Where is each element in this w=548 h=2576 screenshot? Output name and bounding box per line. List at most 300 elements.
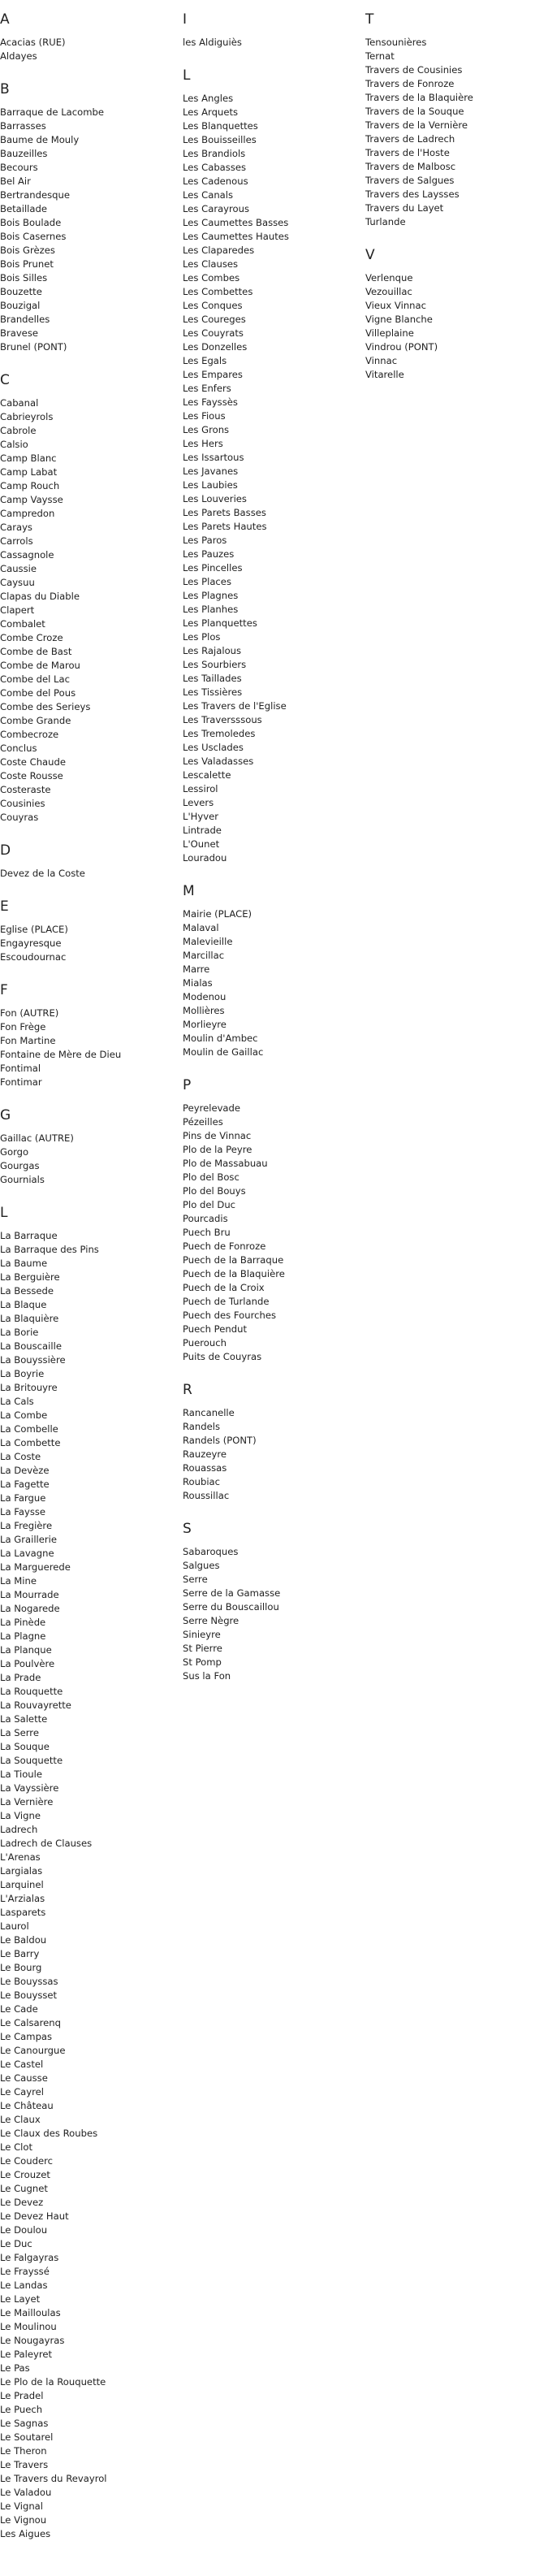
place-item[interactable]: Puech Pendut [183,1323,247,1335]
place-item[interactable]: St Pierre [183,1643,222,1654]
place-item[interactable]: Clapas du Diable [0,591,80,602]
place-item[interactable]: Fontimar [0,1076,42,1088]
place-item[interactable]: Betaillade [0,203,47,214]
place-item[interactable]: Levers [183,797,214,808]
place-item[interactable]: Lasparets [0,1907,46,1918]
place-item[interactable]: Combe des Serieys [0,701,91,712]
place-item[interactable]: Marcillac [183,950,225,961]
place-item[interactable]: Clapert [0,604,35,616]
place-item[interactable]: Camp Rouch [0,480,60,491]
place-item[interactable]: La Planque [0,1644,52,1656]
place-item[interactable]: Bel Air [0,175,31,187]
place-item[interactable]: Le Causse [0,2072,48,2084]
place-item[interactable]: Brunel (PONT) [0,341,67,353]
place-item[interactable]: Sus la Fon [183,1670,231,1682]
place-item[interactable]: Bravese [0,327,38,339]
place-item[interactable]: Les Planquettes [183,617,257,629]
letter-section-l [183,67,357,865]
place-item[interactable]: Malaval [183,922,219,933]
place-item[interactable]: Les Fious [183,410,226,422]
place-item[interactable]: Fon Martine [0,1035,56,1046]
place-item[interactable]: Le Baldou [0,1934,47,1946]
place-item[interactable]: La Nogarede [0,1603,60,1614]
place-item[interactable]: Conclus [0,742,37,754]
place-item[interactable]: Les Louveries [183,493,247,504]
place-item[interactable]: Calsio [0,439,28,450]
place-item[interactable]: Le Cugnet [0,2183,48,2194]
place-item[interactable]: Les Traversssous [183,714,262,725]
place-item[interactable]: La Combelle [0,1423,58,1435]
place-item[interactable]: Barraque de Lacombe [0,106,105,118]
place-item[interactable]: Les Donzelles [183,341,248,353]
place-item[interactable]: La Graillerie [0,1534,58,1545]
place-item[interactable]: Le Calsarenq [0,2017,61,2028]
letter-section-b [0,81,175,354]
place-item[interactable]: Costeraste [0,784,51,795]
place-item[interactable]: Les Couyrats [183,327,244,339]
place-item[interactable]: Fontaine de Mère de Dieu [0,1049,122,1060]
place-item[interactable]: Vinnac [365,355,398,366]
place-item[interactable]: Cabanal [0,397,39,409]
place-item[interactable]: La Rouquette [0,1686,63,1697]
place-item[interactable]: Les Tissières [183,686,243,698]
place-item[interactable]: Vezouillac [365,286,412,297]
place-item[interactable]: Camp Labat [0,466,58,478]
place-item[interactable]: Gaillac (AUTRE) [0,1132,74,1144]
place-item[interactable]: La Pinède [0,1617,46,1628]
place-item[interactable]: Le Claux des Roubes [0,2128,98,2139]
place-item[interactable]: Bois Grèzes [0,245,55,256]
place-item[interactable]: Vindrou (PONT) [365,341,438,353]
place-item[interactable]: Travers de la Vernière [365,119,468,131]
place-item[interactable]: Le Travers du Revayrol [0,2473,107,2484]
letter-section-e [0,898,175,964]
place-item[interactable]: Malevieille [183,936,233,947]
place-item[interactable]: Coste Chaude [0,756,66,768]
place-item[interactable]: Le Campas [0,2031,53,2042]
place-item[interactable]: La Vigne [0,1810,41,1821]
place-item[interactable]: Sinieyre [183,1629,221,1640]
place-item[interactable]: Puech Bru [183,1227,231,1238]
place-item[interactable]: Salgues [183,1560,220,1571]
place-item[interactable]: L'Ounet [183,838,220,850]
place-item[interactable]: Les Caumettes Hautes [183,231,289,242]
place-item[interactable]: Combalet [0,618,45,630]
place-item[interactable]: Carrols [0,535,33,547]
place-item[interactable]: La Vernière [0,1796,54,1808]
place-item[interactable]: La Fagette [0,1478,50,1490]
place-item[interactable]: Verlenque [365,272,413,284]
place-item[interactable]: Les Empares [183,369,243,380]
place-item[interactable]: Vitarelle [365,369,404,380]
place-item[interactable]: Puech des Fourches [183,1310,276,1321]
place-item[interactable]: Plo de la Peyre [183,1144,252,1155]
place-item[interactable]: Le Valadou [0,2487,52,2498]
place-item[interactable]: Mialas [183,977,213,989]
place-item[interactable]: Combe Croze [0,632,63,643]
place-item[interactable]: Les Enfers [183,383,231,394]
place-item[interactable]: Le Plo de la Rouquette [0,2376,106,2388]
place-item[interactable]: La Devèze [0,1465,50,1476]
place-item[interactable]: Les Cabasses [183,162,247,173]
place-item[interactable]: La Tioule [0,1769,42,1780]
place-item[interactable]: Les Angles [183,93,234,104]
place-item[interactable]: La Lavagne [0,1548,54,1559]
place-item[interactable]: Serre Nègre [183,1615,239,1626]
place-item[interactable]: Engayresque [0,937,62,949]
place-item[interactable]: Barrasses [0,120,46,132]
place-item[interactable]: La Blaquière [0,1313,59,1324]
place-item[interactable]: Combe de Bast [0,646,72,657]
place-item[interactable]: Lessirol [183,783,218,794]
place-item[interactable]: Les Clauses [183,258,239,270]
place-item[interactable]: les Aldiguiès [183,37,242,48]
place-item[interactable]: Les Sourbiers [183,659,247,670]
place-item[interactable]: Le Crouzet [0,2169,50,2180]
place-item[interactable]: Largialas [0,1865,43,1877]
place-item[interactable]: Les Taillades [183,673,242,684]
place-item[interactable]: Combe del Pous [0,687,76,699]
place-item[interactable]: Le Couderc [0,2155,53,2167]
place-item[interactable]: Les Coureges [183,314,246,325]
place-item[interactable]: Travers de Cousinies [365,64,463,76]
place-item[interactable]: Bois Boulade [0,217,62,228]
place-item[interactable]: Les Combettes [183,286,253,297]
place-item[interactable]: Mairie (PLACE) [183,908,252,920]
place-item[interactable]: Les Javanes [183,465,239,477]
place-item[interactable]: La Baume [0,1258,48,1269]
place-item[interactable]: Le Castel [0,2059,44,2070]
place-item[interactable]: Vieux Vinnac [365,300,426,311]
place-item[interactable]: Caysuu [0,577,35,588]
place-item[interactable]: Le Vignal [0,2500,44,2512]
letter-section-c [0,372,175,825]
place-item[interactable]: Les Cadenous [183,175,248,187]
place-item[interactable]: Becours [0,162,38,173]
place-item[interactable]: Sabaroques [183,1546,239,1557]
place-item[interactable]: L'Arenas [0,1851,41,1863]
place-item[interactable]: Les Laubies [183,479,238,491]
place-item[interactable]: Serre [183,1574,208,1585]
place-item[interactable]: Le Paleyret [0,2349,53,2360]
place-item[interactable]: Puech de Turlande [183,1296,270,1307]
place-item[interactable]: Coste Rousse [0,770,63,781]
place-item[interactable]: Travers de l'Hoste [365,147,450,158]
place-item[interactable]: Bois Casernes [0,231,67,242]
place-item[interactable]: Turlande [365,216,406,227]
place-item[interactable]: Les Conques [183,300,243,311]
place-item[interactable]: Combe de Marou [0,660,80,671]
place-item[interactable]: La Boyrie [0,1368,45,1379]
place-item[interactable]: Les Parets Hautes [183,521,267,532]
place-item[interactable]: Les Planhes [183,604,239,615]
letter-heading: V [365,247,375,263]
place-item[interactable]: Couyras [0,812,39,823]
place-item[interactable]: Le Devez [0,2197,44,2208]
place-item[interactable]: Puits de Couyras [183,1351,262,1362]
place-item[interactable]: Rauzeyre [183,1448,227,1460]
place-item[interactable]: Louradou [183,852,227,864]
place-item[interactable]: Les Pauzes [183,548,235,560]
place-list [183,92,357,865]
place-item[interactable]: Le Doulou [0,2224,48,2236]
place-item[interactable]: Moulin de Gaillac [183,1046,264,1058]
place-item[interactable]: Ternat [365,50,395,62]
place-item[interactable]: Fon Frège [0,1021,46,1033]
place-item[interactable]: Bois Silles [0,272,48,284]
place-item[interactable]: Gournials [0,1174,45,1185]
place-item[interactable]: Le Pas [0,2362,30,2374]
place-item[interactable]: Gorgo [0,1146,29,1158]
place-item[interactable]: La Coste [0,1451,41,1462]
place-item[interactable]: Le Cayrel [0,2086,45,2098]
place-item[interactable]: Baume de Mouly [0,134,80,145]
place-item[interactable]: Serre de la Gamasse [183,1587,281,1599]
place-item[interactable]: La Fregière [0,1520,53,1531]
place-item[interactable]: Les Claparedes [183,245,255,256]
place-item[interactable]: La Rouvayrette [0,1699,71,1711]
place-item[interactable]: Puech de Fonroze [183,1240,266,1252]
place-item[interactable]: Cabrieyrols [0,411,54,422]
place-item[interactable]: Le Falgayras [0,2252,59,2263]
place-item[interactable]: Bois Prunet [0,258,54,270]
place-item[interactable]: La Borie [0,1327,39,1338]
place-item[interactable]: Le Frayssé [0,2266,50,2277]
place-item[interactable]: Les Combes [183,272,240,284]
place-item[interactable]: Les Rajalous [183,645,242,656]
place-item[interactable]: Les Travers de l'Eglise [183,700,287,712]
place-item[interactable]: Pins de Vinnac [183,1130,252,1141]
place-item[interactable]: Les Issartous [183,452,244,463]
place-item[interactable]: Puerouch [183,1337,227,1349]
place-item[interactable]: Le Layet [0,2293,41,2305]
letter-heading: D [0,842,11,859]
place-item[interactable]: Cassagnole [0,549,54,561]
place-item[interactable]: Travers de Fonroze [365,78,455,89]
place-item[interactable]: Les Carayrous [183,203,250,214]
place-item[interactable]: Laurol [0,1920,29,1932]
place-item[interactable]: La Plagne [0,1630,46,1642]
place-item[interactable]: La Marguerede [0,1561,71,1573]
place-item[interactable]: Camp Blanc [0,452,57,464]
place-item[interactable]: Cabrole [0,425,37,436]
place-item[interactable]: Le Nougayras [0,2335,65,2346]
place-item[interactable]: La Faysse [0,1506,46,1517]
place-item[interactable]: La Berguière [0,1271,60,1283]
place-item[interactable]: Serre du Bouscaillou [183,1601,279,1613]
place-item[interactable]: Pourcadis [183,1213,228,1224]
place-item[interactable]: Lescalette [183,769,231,781]
place-item[interactable]: Travers de Salgues [365,175,455,186]
place-item[interactable]: Fon (AUTRE) [0,1007,59,1019]
place-item[interactable]: Travers du Layet [365,202,444,214]
place-item[interactable]: La Britouyre [0,1382,58,1393]
place-item[interactable]: Les Blanquettes [183,120,258,132]
place-list [0,396,175,825]
place-item[interactable]: Le Travers [0,2459,49,2470]
place-item[interactable]: Pézeilles [183,1116,223,1128]
place-item[interactable]: Les Aigues [0,2528,51,2539]
place-item[interactable]: Les Egals [183,355,227,366]
place-item[interactable]: Vigne Blanche [365,314,433,325]
place-item[interactable]: Puech de la Blaquière [183,1268,285,1279]
place-item[interactable]: Travers des Laysses [365,188,460,200]
place-item[interactable]: Morlieyre [183,1019,227,1030]
place-item[interactable]: Le Canourgue [0,2045,66,2056]
place-item[interactable]: Les Pincelles [183,562,243,574]
place-item[interactable]: Les Plos [183,631,221,643]
place-item[interactable]: Brandelles [0,314,50,325]
place-item[interactable]: Le Soutarel [0,2431,54,2443]
letter-section-i [183,11,357,50]
place-item[interactable]: Combe del Lac [0,673,70,685]
place-item[interactable]: Le Claux [0,2114,41,2125]
place-item[interactable]: Ladrech [0,1824,38,1835]
place-item[interactable]: Cousinies [0,798,45,809]
place-item[interactable]: Le Landas [0,2279,48,2291]
place-item[interactable]: Le Mailloulas [0,2307,61,2318]
place-list [0,106,175,354]
place-item[interactable]: Les Parets Basses [183,507,266,518]
place-item[interactable]: Combecroze [0,729,59,740]
place-list [0,1132,175,1187]
place-item[interactable]: Combe Grande [0,715,71,726]
place-item[interactable]: Les Usclades [183,742,244,753]
place-item[interactable]: La Mourrade [0,1589,59,1600]
place-item[interactable]: Puech de la Croix [183,1282,265,1293]
place-item[interactable]: Travers de Ladrech [365,133,455,145]
place-item[interactable]: Plo del Bosc [183,1171,239,1183]
place-item[interactable]: Rancanelle [183,1407,235,1418]
place-item[interactable]: Le Barry [0,1948,40,1959]
place-item[interactable]: Les Hers [183,438,223,449]
place-item[interactable]: Les Arquets [183,106,239,118]
place-item[interactable]: La Fargue [0,1492,46,1504]
place-item[interactable]: Devez de la Coste [0,868,85,879]
place-item[interactable]: L'Arzialas [0,1893,45,1904]
place-item[interactable]: Travers de Malbosc [365,161,456,172]
place-item[interactable]: Le Château [0,2100,54,2111]
place-item[interactable]: Moulin d'Ambec [183,1033,258,1044]
place-item[interactable]: Caussie [0,563,37,574]
place-item[interactable]: Travers de la Blaquière [365,92,473,103]
place-item[interactable]: Marre [183,963,210,975]
place-item[interactable]: La Barraque [0,1230,58,1241]
place-item[interactable]: Le Bouyssas [0,1976,58,1987]
letter-section-g [0,1107,175,1187]
place-item[interactable]: Les Canals [183,189,234,201]
place-item[interactable]: La Combette [0,1437,61,1448]
place-item[interactable]: Le Puech [0,2404,43,2415]
place-item[interactable]: Plo del Bouys [183,1185,246,1197]
place-item[interactable]: Acacias (RUE) [0,37,66,48]
place-item[interactable]: Lintrade [183,825,222,836]
place-item[interactable]: La Barraque des Pins [0,1244,99,1255]
place-item[interactable]: Peyrelevade [183,1102,241,1114]
place-item[interactable]: Plo de Massabuau [183,1158,268,1169]
place-item[interactable]: Bauzeilles [0,148,48,159]
place-item[interactable]: La Combe [0,1409,48,1421]
place-item[interactable]: La Mine [0,1575,37,1587]
place-item[interactable]: Aldayes [0,50,37,62]
place-item[interactable]: Le Duc [0,2238,32,2249]
place-item[interactable]: Le Vignou [0,2514,47,2526]
place-item[interactable]: Carays [0,522,32,533]
place-item[interactable]: Le Bourg [0,1962,42,1973]
place-item[interactable]: Plo del Duc [183,1199,236,1210]
place-item[interactable]: Larquinel [0,1879,44,1890]
place-item[interactable]: La Souquette [0,1755,63,1766]
place-item[interactable]: Les Places [183,576,231,587]
place-item[interactable]: La Bessede [0,1285,54,1297]
place-item[interactable]: Puech de la Barraque [183,1254,284,1266]
place-item[interactable]: Bertrandesque [0,189,70,201]
place-item[interactable]: Roussillac [183,1490,230,1501]
place-item[interactable]: Roubiac [183,1476,221,1487]
place-item[interactable]: Rouassas [183,1462,227,1474]
place-item[interactable]: La Salette [0,1713,48,1725]
place-item[interactable]: Le Cade [0,2003,38,2015]
place-item[interactable]: Les Brandiols [183,148,246,159]
place-item[interactable]: Tensounières [365,37,427,48]
place-item[interactable]: Le Bouysset [0,1989,58,2001]
place-item[interactable]: Les Plagnes [183,590,239,601]
place-item[interactable]: L'Hyver [183,811,218,822]
place-item[interactable]: Les Bouisseilles [183,134,257,145]
place-item[interactable]: Bouzigal [0,300,41,311]
place-item[interactable]: Eglise (PLACE) [0,924,68,935]
place-item[interactable]: Les Fayssès [183,396,238,408]
place-item[interactable]: Le Theron [0,2445,47,2457]
place-item[interactable]: Villeplaine [365,327,414,339]
place-item[interactable]: Camp Vaysse [0,494,63,505]
letter-section-s [183,1521,357,1683]
place-item[interactable]: Randels (PONT) [183,1435,257,1446]
place-item[interactable]: Gourgas [0,1160,40,1171]
place-item[interactable]: La Prade [0,1672,41,1683]
place-item[interactable]: La Blaque [0,1299,47,1310]
place-item[interactable]: Bouzette [0,286,42,297]
place-item[interactable]: Les Valadasses [183,755,254,767]
place-item[interactable]: La Poulvère [0,1658,55,1669]
place-item[interactable]: Les Tremoledes [183,728,256,739]
place-item[interactable]: Les Paros [183,535,227,546]
place-item[interactable]: Les Grons [183,424,230,435]
place-item[interactable]: Modenou [183,991,227,1002]
place-item[interactable]: La Cals [0,1396,34,1407]
place-item[interactable]: Le Sagnas [0,2418,49,2429]
place-item[interactable]: Ladrech de Clauses [0,1838,93,1849]
place-item[interactable]: Les Caumettes Basses [183,217,289,228]
place-item[interactable]: Travers de la Souque [365,106,464,117]
place-list [183,907,357,1059]
place-item[interactable]: Le Devez Haut [0,2210,69,2222]
place-item[interactable]: Le Pradel [0,2390,44,2401]
place-item[interactable]: La Bouscaille [0,1340,62,1352]
place-item[interactable]: Campredon [0,508,55,519]
place-item[interactable]: La Serre [0,1727,39,1738]
place-item[interactable]: Randels [183,1421,221,1432]
place-item[interactable]: Le Clot [0,2141,33,2153]
place-item[interactable]: La Vayssière [0,1782,59,1794]
place-item[interactable]: Escoudournac [0,951,67,963]
place-item[interactable]: Fontimal [0,1063,41,1074]
place-item[interactable]: Le Moulinou [0,2321,57,2332]
place-item[interactable]: Mollières [183,1005,225,1016]
place-item[interactable]: La Bouyssière [0,1354,66,1366]
place-item[interactable]: St Pomp [183,1656,222,1668]
place-item[interactable]: La Souque [0,1741,50,1752]
